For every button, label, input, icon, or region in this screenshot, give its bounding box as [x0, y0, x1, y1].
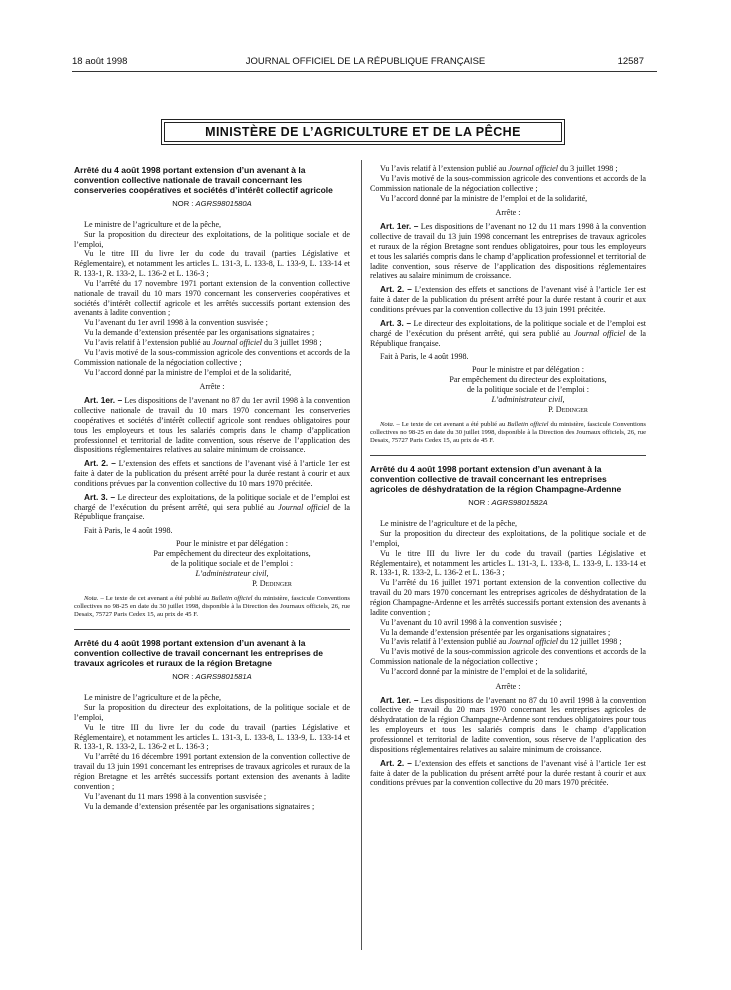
visa-paragraph: Vu l’avenant du 1er avril 1998 à la convention susvisée ; — [84, 318, 268, 328]
visa-paragraph: Vu l’avis motivé de la sous-commission agricole des conventions et accords de la Commission nationale de la négociation collective ; — [370, 173, 646, 193]
nota-note: Nota. – Le texte de cet avenant a été publié au Bulletin officiel du ministère, fascicule Conventions collectives no 98-25 en date du 30 juillet 1998, disponible à la Direction des Journaux officiels, 26, rue Desaix, 75727 Paris Cedex 15, au prix de 45 F. — [370, 421, 646, 445]
visa-paragraph: Vu la demande d’extension présentée par les organisations signataires ; — [84, 801, 315, 811]
header-date: 18 août 1998 — [72, 56, 128, 67]
decree-separator — [370, 455, 646, 456]
visa-paragraph: Vu l’arrêté du 16 décembre 1991 portant extension de la convention collective de travail du 13 juin 1991 concernant les entreprises de travaux agricoles et ruraux de la région Bretagne et les arrêtés successifs portant extension des avenants à ladite convention ; — [74, 752, 350, 791]
visa-paragraph: Vu l’accord donné par la ministre de l’emploi et de la solidarité, — [380, 193, 588, 203]
signature-direction: de la politique sociale et de l’emploi : — [466, 384, 590, 394]
article-3: Art. 3. – Le directeur des exploitations, de la politique sociale et de l’emploi est chargé de l’exécution du présent arrêté, qui sera publié au Journal officiel de la République française. — [74, 491, 350, 522]
decree-2 — [74, 638, 350, 811]
arrete-heading: Arrête : — [199, 382, 225, 392]
visa-paragraph: Vu le titre III du livre Ier du code du travail (parties Législative et Réglementaire), et notamment les articles L. 131-3, L. 133-8, L. 133-9, L. 133-14 et R. 133-1, R. 133-2, L. 136-2 et L. 136-3 ; — [370, 548, 646, 578]
signature-empechement: Par empêchement du directeur des exploitations, — [449, 375, 607, 385]
signature-direction: de la politique sociale et de l’emploi : — [170, 558, 294, 568]
decree-title: Arrêté du 4 août 1998 portant extension d’un avenant à la convention collective de travail concernant les entreprises agricoles de déshydratation de la région Champagne-Ardenne — [370, 464, 622, 495]
decree-1 — [74, 165, 350, 619]
visa-paragraph: Sur la proposition du directeur des exploitations, de la politique sociale et de l’emploi, — [74, 229, 350, 249]
nor-code: AGRS9801582A — [491, 498, 548, 508]
article-1: Art. 1er. – Les dispositions de l’avenant no 87 du 10 avril 1998 à la convention collective de travail du 20 mars 1970 concernant les entreprises agricoles de déshydratation de la région Champagne-Ardenne sont rendues obligatoires pour tous les employeurs et tous les salariés compris dans le champ d’application professionnel et territorial de ladite convention, sous réserve de l’application des dispositions réglementaires relatives au salaire minimum de croissance. — [370, 694, 646, 754]
nor-reference: NOR : AGRS9801582A — [468, 498, 548, 508]
article-3: Art. 3. – Le directeur des exploitations, de la politique sociale et de l’emploi est chargé de l’exécution du présent arrêté, qui sera publié au Journal officiel de la République française. — [370, 317, 646, 348]
nor-reference: NOR : AGRS9801581A — [172, 672, 252, 682]
nor-reference: NOR : AGRS9801580A — [172, 199, 252, 208]
visa-paragraph: Vu l’arrêté du 16 juillet 1971 portant extension de la convention collective du travail du 20 mars 1970 concernant les entreprises agricoles de déshydratation de la région Champagne-Ardenne et les arrêtés successifs portant extension des avenants à ladite convention ; — [370, 578, 646, 617]
signature-empechement: Par empêchement du directeur des exploitations, — [153, 549, 311, 558]
visa-paragraph: Vu l’accord donné par la ministre de l’emploi et de la solidarité, — [380, 666, 588, 676]
signatory-name: P. Dedinger — [252, 578, 292, 588]
ministry-box — [161, 119, 565, 145]
signature-role: L’administrateur civil, — [195, 568, 269, 578]
arrete-heading: Arrête : — [495, 208, 521, 218]
arrete-heading: Arrête : — [495, 681, 521, 691]
visa-paragraph: Vu la demande d’extension présentée par les organisations signataires ; — [380, 627, 611, 637]
nor-code: AGRS9801581A — [195, 672, 252, 682]
visa-paragraph: Vu l’avenant du 10 avril 1998 à la convention susvisée ; — [380, 617, 562, 627]
visa-paragraph: Le ministre de l’agriculture et de la pêche, — [84, 219, 222, 229]
ministry-title: MINISTÈRE DE L’AGRICULTURE ET DE LA PÊCHE — [164, 122, 562, 142]
article-1: Art. 1er. – Les dispositions de l’avenant no 12 du 11 mars 1998 à la convention collective de travail du 13 juin 1998 concernant les entreprises de travaux agricoles et ruraux de la région Bretagne sont rendues obligatoires, pour tous les employeurs et tous les salariés compris dans le champ d’application professionnel et territorial de ladite convention, sous réserve de l’application des dispositions réglementaires relatives au salaire minimum de croissance. — [370, 221, 646, 281]
visa-paragraph: Vu l’avis motivé de la sous-commission agricole des conventions et accords de la Commission nationale de la négociation collective ; — [370, 647, 646, 667]
column-divider — [361, 160, 362, 950]
signing-place-date: Fait à Paris, le 4 août 1998. — [380, 352, 469, 362]
visa-paragraph: Vu l’avis relatif à l’extension publié au Journal officiel du 12 juillet 1998 ; — [380, 637, 622, 647]
right-column — [370, 164, 646, 788]
signature-pour: Pour le ministre et par délégation : — [176, 539, 288, 549]
decree-2-continued — [370, 164, 646, 445]
visa-paragraph: Sur la proposition du directeur des exploitations, de la politique sociale et de l’emploi, — [74, 703, 350, 722]
article-2: Art. 2. – L’extension des effets et sanctions de l’avenant visé à l’article 1er est faite à dater de la publication du présent arrêté pour la durée restant à courir et aux conditions prévues par la convention collective du 10 mars 1970 précitée. — [74, 458, 350, 488]
header-journal-title: JOURNAL OFFICIEL DE LA RÉPUBLIQUE FRANÇAISE — [245, 56, 486, 67]
nota-note: Nota. – Le texte de cet avenant a été publié au Bulletin officiel du ministère, fascicule Conventions collectives no 98-25 en date du 30 juillet 1998, disponible à la Direction des Journaux officiels, 26, rue Desaix, 75727 Paris Cedex 15, au prix de 45 F. — [74, 595, 350, 619]
visa-paragraph: Vu la demande d’extension présentée par les organisations signataires ; — [84, 328, 315, 338]
visa-paragraph: Le ministre de l’agriculture et de la pêche, — [84, 693, 222, 703]
visa-paragraph: Vu l’avis relatif à l’extension publié au Journal officiel du 3 juillet 1998 ; — [84, 337, 322, 347]
page-header — [0, 56, 731, 70]
decree-3 — [370, 464, 646, 788]
visa-paragraph: Le ministre de l’agriculture et de la pêche, — [380, 519, 518, 529]
visa-paragraph: Vu l’arrêté du 17 novembre 1971 portant extension de la convention collective nationale de travail du 10 mars 1970 concernant les conserveries coopératives et sociétés d’intérêt collectif agricole et les arrêtés successifs portant extension des avenants à ladite convention ; — [74, 278, 350, 318]
visa-paragraph: Vu l’avis motivé de la sous-commission agricole des conventions et accords de la Commission nationale de la négociation collective ; — [74, 347, 350, 367]
visa-paragraph: Vu l’avis relatif à l’extension publié au Journal officiel du 3 juillet 1998 ; — [380, 164, 618, 173]
header-rule — [72, 71, 657, 72]
visa-paragraph: Vu le titre III du livre Ier du code du travail (parties Législative et Réglementaire), et notamment les articles L. 131-3, L. 133-8, L. 133-9, L. 133-14 et R. 133-1, R. 133-2, L. 136-2 et L. 136-3 ; — [74, 249, 350, 279]
visa-paragraph: Sur la proposition du directeur des exploitations, de la politique sociale et de l’emploi, — [370, 529, 646, 548]
visa-paragraph: Vu le titre III du livre Ier du code du travail (parties Législative et Réglementaire), et notamment les articles L. 131-3, L. 133-8, L. 133-9, L. 133-14 et R. 133-1, R. 133-2, L. 136-2 et L. 136-3 ; — [74, 722, 350, 752]
article-2: Art. 2. – L’extension des effets et sanctions de l’avenant visé à l’article 1er est faite à dater de la publication du présent arrêté pour la durée restant à courir et aux conditions prévues par la convention collective du 13 juin 1991 précitée. — [370, 284, 646, 314]
left-column — [74, 165, 350, 811]
signature-role: L’administrateur civil, — [491, 394, 565, 404]
signing-place-date: Fait à Paris, le 4 août 1998. — [84, 526, 173, 536]
signatory-name: P. Dedinger — [548, 404, 588, 414]
visa-paragraph: Vu l’avenant du 11 mars 1998 à la convention susvisée ; — [84, 791, 267, 801]
decree-title: Arrêté du 4 août 1998 portant extension d’un avenant à la convention collective de travail concernant les entreprises de travaux agricoles et ruraux de la région Bretagne — [74, 638, 323, 669]
article-1: Art. 1er. – Les dispositions de l’avenant no 87 du 1er avril 1998 à la convention collective nationale de travail du 10 mars 1970 concernant les conserveries coopératives et sociétés d’intérêt collectif agricole sont rendues obligatoires pour tous les employeurs et tous les salariés compris dans le champ d’application professionnel et territorial de ladite convention, sous réserve de l’application des dispositions réglementaires relatives au salaire minimum de croissance. — [74, 395, 350, 455]
signature-pour: Pour le ministre et par délégation : — [472, 365, 584, 375]
decree-title: Arrêté du 4 août 1998 portant extension d’un avenant à la convention collective nationale de travail concernant les conserveries coopératives et sociétés d’intérêt collectif agricole — [74, 165, 333, 195]
visa-paragraph: Vu l’accord donné par la ministre de l’emploi et de la solidarité, — [84, 367, 292, 377]
decree-separator — [74, 629, 350, 630]
header-page-number: 12587 — [617, 56, 644, 67]
article-2: Art. 2. – L’extension des effets et sanctions de l’avenant visé à l’article 1er est faite à dater de la publication du présent arrêté pour la durée restant à courir et aux conditions prévues par la convention collective du 20 mars 1970 précitée. — [370, 757, 646, 788]
nor-code: AGRS9801580A — [195, 199, 252, 208]
